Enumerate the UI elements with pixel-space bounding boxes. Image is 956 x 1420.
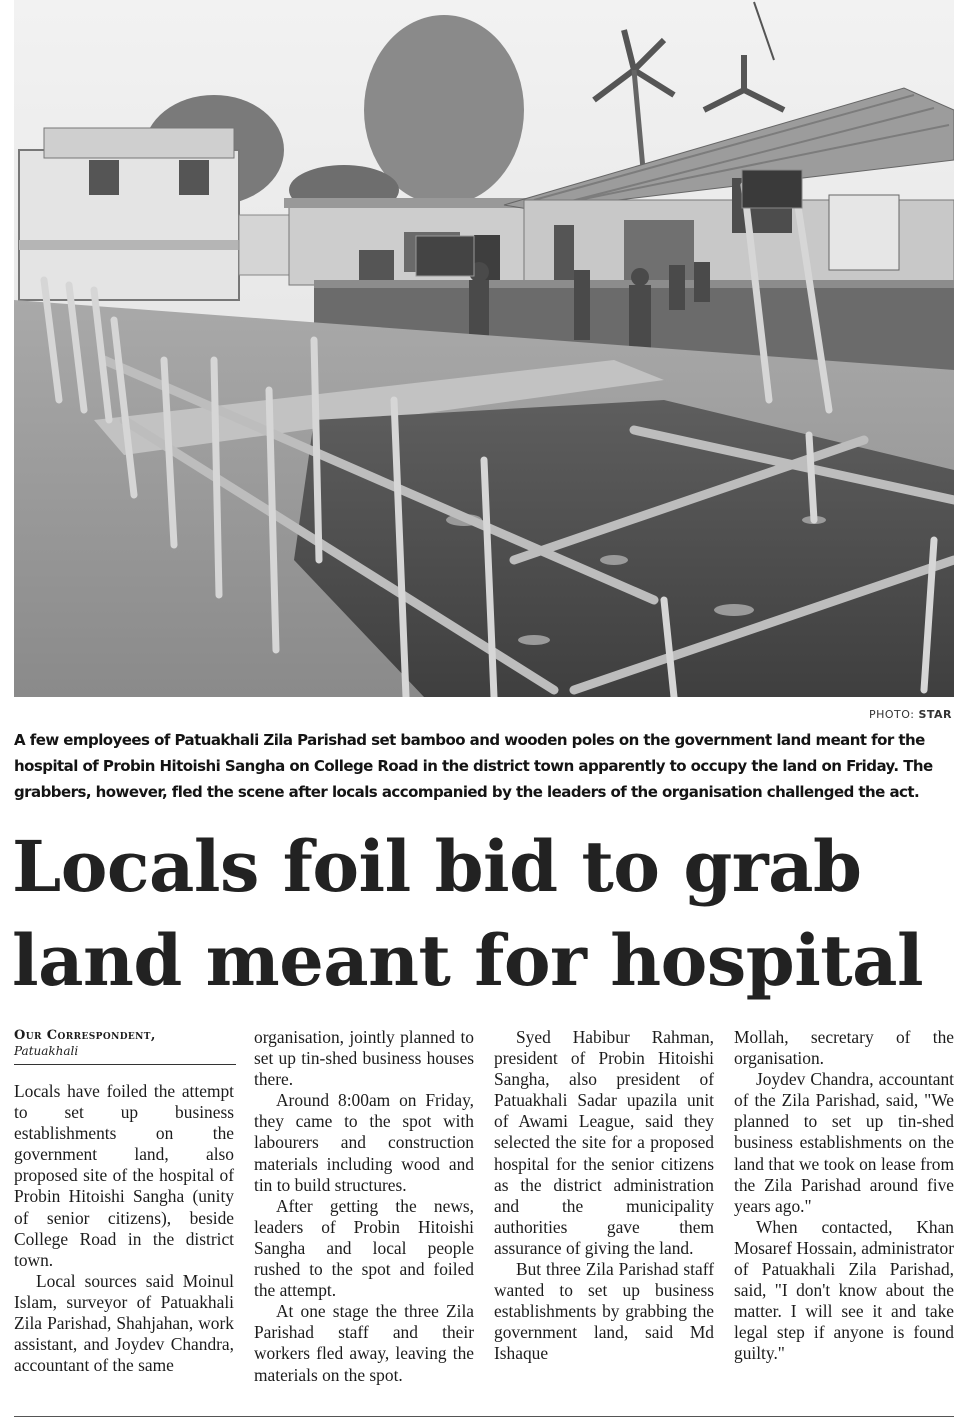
paragraph: Mollah, secretary of the organisation. — [734, 1027, 954, 1069]
article-column-2 — [254, 1027, 474, 1386]
bottom-rule — [14, 1416, 954, 1417]
article-headline: Locals foil bid to grab land meant for hospital — [12, 825, 924, 1002]
byline-author: Our Correspondent, — [14, 1028, 156, 1043]
paragraph: Around 8:00am on Friday, they came to the spot with labourers and construction materials including wood and tin to build structures. — [254, 1090, 474, 1195]
byline — [14, 1028, 236, 1065]
paragraph: Syed Habibur Rahman, president of Probin Hitoishi Sangha, also president of Patuakhali Sadar upazila unit of Awami League, said they selected the site for a proposed hospital for the senior citizens as the district administration and the municipality authorities gave them assurance of giving the land. — [494, 1027, 714, 1258]
photo-credit-source: STAR — [918, 708, 952, 721]
news-photo-illustration — [14, 0, 954, 697]
photo-caption: A few employees of Patuakhali Zila Parishad set bamboo and wooden poles on the government land meant for the hospital of Probin Hitoishi Sangha on College Road in the district town apparently to occupy the land on Friday. The grabbers, however, fled the scene after locals accompanied by the leaders of the organisation challenged the act. — [14, 731, 933, 801]
paragraph: When contacted, Khan Mosaref Hossain, administrator of Patuakhali Zila Parishad, said, "I don't know about the matter. I will see it and take legal step if anyone is found guilty." — [734, 1216, 954, 1364]
paragraph: Local sources said Moinul Islam, surveyor of Patuakhali Zila Parishad, Shahjahan, work assistant, and Joydev Chandra, accountant of the same — [14, 1270, 234, 1376]
photo-credit — [869, 708, 952, 721]
news-photo — [14, 0, 954, 697]
article-column-4 — [734, 1027, 954, 1365]
paragraph: organisation, jointly planned to set up tin-shed business houses there. — [254, 1027, 474, 1090]
byline-place: Patuakhali — [14, 1044, 79, 1058]
article-column-3 — [494, 1027, 714, 1365]
paragraph: After getting the news, leaders of Probin Hitoishi Sangha and local people rushed to the spot and foiled the attempt. — [254, 1195, 474, 1301]
paragraph: Joydev Chandra, accountant of the Zila Parishad, said, "We planned to set up tin-shed business establishments on the land that we took on lease from the Zila Parishad around five years ago." — [734, 1069, 954, 1216]
article-column-1 — [14, 1081, 234, 1376]
photo-credit-prefix: PHOTO: — [868, 708, 915, 721]
paragraph: But three Zila Parishad staff wanted to set up business establishments by grabbing the government land, said Md Ishaque — [494, 1259, 714, 1364]
paragraph: At one stage the three Zila Parishad staff and their workers fled away, leaving the materials on the spot. — [254, 1301, 474, 1385]
paragraph: Locals have foiled the attempt to set up business establishments on the government land, also proposed site of the hospital of Probin Hitoishi Sangha (unity of senior citizens), beside College Road in the district town. — [14, 1081, 234, 1270]
